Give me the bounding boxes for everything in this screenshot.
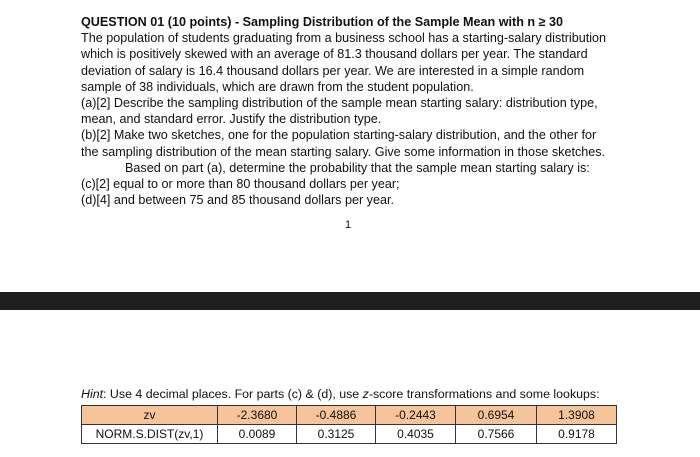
part-a-line: mean, and standard error. Justify the distribution type. bbox=[81, 112, 382, 127]
intro-line: which is positively skewed with an average of 81.3 thousand dollars per year. The standard bbox=[81, 47, 588, 62]
hint-label: Hint bbox=[81, 387, 104, 401]
part-b-line: (b)[2] Make two sketches, one for the population starting-salary distribution, and the other for bbox=[81, 128, 597, 143]
hint-line bbox=[81, 387, 600, 402]
page-number: 1 bbox=[345, 219, 352, 231]
based-on-line: Based on part (a), determine the probability that the sample mean starting salary is: bbox=[125, 160, 590, 175]
part-d-line: (d)[4] and between 75 and 85 thousand dollars per year. bbox=[81, 193, 394, 208]
hint-text: : Use 4 decimal places. For parts (c) & (d), use bbox=[103, 387, 363, 401]
norm-cell: 0.4035 bbox=[376, 425, 456, 444]
zv-cell: 0.6954 bbox=[456, 406, 537, 425]
intro-line: sample of 38 individuals, which are drawn from the student population. bbox=[81, 79, 474, 94]
norm-cell: 0.9178 bbox=[537, 425, 617, 444]
zv-cell: -2.3680 bbox=[218, 406, 297, 425]
norm-cell: 0.3125 bbox=[297, 425, 376, 444]
table-row-zv bbox=[82, 406, 617, 425]
part-c-line: (c)[2] equal to or more than 80 thousand dollars per year; bbox=[81, 177, 400, 192]
hint-text-end: -score transformations and some lookups: bbox=[368, 387, 600, 401]
lookup-table bbox=[81, 405, 617, 444]
table-row-norm bbox=[82, 425, 617, 444]
zv-cell: 1.3908 bbox=[537, 406, 617, 425]
row-label-norm: NORM.S.DIST(zv,1) bbox=[82, 425, 218, 444]
page-separator-band bbox=[0, 292, 700, 310]
zv-cell: -0.4886 bbox=[297, 406, 376, 425]
norm-cell: 0.7566 bbox=[456, 425, 537, 444]
intro-line: The population of students graduating from a business school has a starting-salary distribution bbox=[81, 31, 607, 46]
part-a-line: (a)[2] Describe the sampling distribution of the sample mean starting salary: distribution type, bbox=[81, 96, 598, 111]
question-title: QUESTION 01 (10 points) - Sampling Distribution of the Sample Mean with n ≥ 30 bbox=[81, 15, 564, 29]
zv-cell: -0.2443 bbox=[376, 406, 456, 425]
part-b-line: the sampling distribution of the mean starting salary. Give some information in those sketches. bbox=[81, 144, 606, 159]
question-block bbox=[81, 14, 693, 208]
hint-z: z bbox=[362, 387, 369, 401]
norm-cell: 0.0089 bbox=[218, 425, 297, 444]
intro-line: deviation of salary is 16.4 thousand dollars per year. We are interested in a simple random bbox=[81, 63, 585, 78]
row-label-zv: zv bbox=[82, 406, 218, 425]
